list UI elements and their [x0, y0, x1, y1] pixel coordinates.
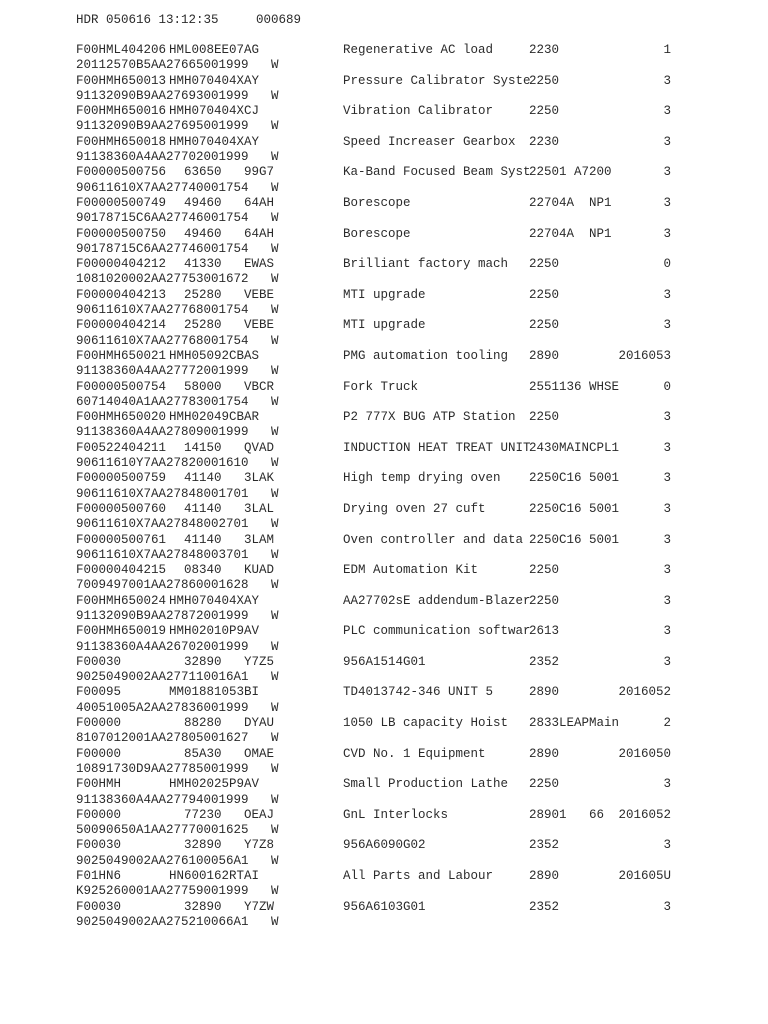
record-line-primary: [0, 685, 768, 700]
record-line-primary: [0, 288, 768, 303]
record-row: [0, 685, 768, 716]
record-code: 2250: [529, 410, 560, 425]
record-id: F00095: [76, 685, 122, 700]
record-line-primary: [0, 594, 768, 609]
record-serial: 90178715C6AA27746001754 W: [76, 241, 279, 256]
record-description: Oven controller and data: [343, 532, 524, 547]
record-row: [0, 471, 768, 502]
record-line-primary: [0, 227, 768, 242]
record-code: 2250C16 5001: [529, 471, 620, 486]
record-line-secondary: [0, 823, 768, 838]
record-line-secondary: [0, 915, 768, 930]
record-line-primary: [0, 869, 768, 884]
record-value: 3: [663, 73, 671, 88]
record-line-secondary: [0, 89, 768, 104]
record-value: 2016052: [618, 685, 671, 700]
record-reference: HMH070404XCJ: [169, 104, 260, 119]
record-row: [0, 74, 768, 105]
record-value: 3: [663, 134, 671, 149]
record-id: F00HML404206: [76, 43, 167, 57]
record-line-primary: [0, 471, 768, 486]
record-line-secondary: [0, 425, 768, 440]
record-description: Borescope: [343, 195, 411, 210]
record-serial: 90611610X7AA27740001754 W: [76, 180, 279, 195]
record-line-primary: [0, 655, 768, 670]
record-id: F00000500760: [76, 501, 167, 516]
record-row: [0, 502, 768, 533]
record-description: Vibration Calibrator: [343, 104, 494, 119]
record-list: [0, 43, 768, 930]
record-description: Borescope: [343, 226, 411, 241]
record-serial: 90611610Y7AA27820001610 W: [76, 456, 279, 471]
record-serial: 9025049002AA276100056A1 W: [76, 853, 279, 868]
record-description: TD4013742-346 UNIT 5: [343, 685, 494, 700]
record-line-secondary: [0, 548, 768, 563]
record-line-primary: [0, 104, 768, 119]
record-id: F00000500754: [76, 379, 167, 394]
record-line-secondary: [0, 364, 768, 379]
record-description: EDM Automation Kit: [343, 563, 479, 578]
record-description: Regenerative AC load: [343, 43, 494, 57]
record-reference: HMH070404XAY: [169, 73, 260, 88]
record-code: 22704A NP1: [529, 226, 612, 241]
record-serial: 1081020002AA27753001672 W: [76, 272, 279, 287]
record-line-secondary: [0, 242, 768, 257]
record-line-secondary: [0, 609, 768, 624]
record-code: 2352: [529, 838, 560, 853]
record-id: F00HMH650019: [76, 624, 167, 639]
record-code: 2250: [529, 257, 560, 272]
record-description: GnL Interlocks: [343, 807, 449, 822]
record-reference: 32890 Y7Z8: [169, 838, 275, 853]
record-row: [0, 227, 768, 258]
record-value: 3: [663, 624, 671, 639]
record-description: MTI upgrade: [343, 318, 426, 333]
record-line-primary: [0, 380, 768, 395]
record-serial: 8107012001AA27805001627 W: [76, 731, 279, 746]
record-code: 2833LEAPMain: [529, 716, 620, 731]
record-value: 3: [663, 287, 671, 302]
record-reference: 77230 OEAJ: [169, 807, 275, 822]
record-line-secondary: [0, 793, 768, 808]
record-code: 2250: [529, 104, 560, 119]
record-serial: 91132090B9AA27693001999 W: [76, 88, 279, 103]
record-description: 956A6103G01: [343, 899, 426, 914]
record-row: [0, 135, 768, 166]
record-description: Pressure Calibrator Syste: [343, 73, 531, 88]
record-id: F00000: [76, 716, 122, 731]
record-id: F01HN6: [76, 869, 122, 884]
record-id: F00000500750: [76, 226, 167, 241]
record-value: 3: [663, 501, 671, 516]
record-serial: 91138360A4AA27772001999 W: [76, 364, 279, 379]
record-reference: 14150 QVAD: [169, 440, 275, 455]
record-value: 3: [663, 563, 671, 578]
record-line-primary: [0, 747, 768, 762]
record-code: 22501 A7200: [529, 165, 612, 180]
record-line-secondary: [0, 517, 768, 532]
record-row: [0, 104, 768, 135]
record-reference: 41140 3LAL: [169, 501, 275, 516]
record-description: MTI upgrade: [343, 287, 426, 302]
record-code: 2230: [529, 43, 560, 57]
record-line-primary: [0, 43, 768, 58]
record-line-secondary: [0, 303, 768, 318]
record-value: 2016050: [618, 746, 671, 761]
record-row: [0, 869, 768, 900]
record-value: 1: [663, 43, 671, 57]
record-line-primary: [0, 257, 768, 272]
record-value: 3: [663, 318, 671, 333]
record-reference: HN600162RTAI: [169, 869, 260, 884]
record-description: High temp drying oven: [343, 471, 501, 486]
record-description: Small Production Lathe: [343, 777, 509, 792]
record-id: F00HMH650024: [76, 593, 167, 608]
record-id: F00030: [76, 838, 122, 853]
record-description: PLC communication softwar: [343, 624, 531, 639]
record-serial: 90611610X7AA27848001701 W: [76, 486, 279, 501]
record-line-primary: [0, 441, 768, 456]
record-row: [0, 318, 768, 349]
record-line-primary: [0, 900, 768, 915]
record-line-secondary: [0, 731, 768, 746]
record-line-primary: [0, 777, 768, 792]
record-description: All Parts and Labour: [343, 869, 494, 884]
record-value: 3: [663, 593, 671, 608]
record-reference: 85A30 OMAE: [169, 746, 275, 761]
record-value: 3: [663, 226, 671, 241]
record-serial: 90611610X7AA27768001754 W: [76, 333, 279, 348]
record-serial: 90611610X7AA27848002701 W: [76, 517, 279, 532]
record-value: 2: [663, 716, 671, 731]
record-line-primary: [0, 196, 768, 211]
record-row: [0, 594, 768, 625]
record-line-secondary: [0, 578, 768, 593]
record-line-secondary: [0, 701, 768, 716]
record-description: Speed Increaser Gearbox: [343, 134, 516, 149]
record-row: [0, 900, 768, 931]
record-reference: 41330 EWAS: [169, 257, 275, 272]
record-serial: 91138360A4AA27702001999 W: [76, 150, 279, 165]
record-reference: MM01881053BI: [169, 685, 260, 700]
record-reference: HMH02010P9AV: [169, 624, 260, 639]
record-id: F00000500756: [76, 165, 167, 180]
record-description: INDUCTION HEAT TREAT UNIT: [343, 440, 531, 455]
record-value: 3: [663, 532, 671, 547]
record-code: 2890: [529, 746, 560, 761]
record-row: [0, 655, 768, 686]
record-row: [0, 563, 768, 594]
record-code: 2250: [529, 287, 560, 302]
record-reference: 41140 3LAM: [169, 532, 275, 547]
record-serial: 91132090B9AA27872001999 W: [76, 608, 279, 623]
record-line-primary: [0, 165, 768, 180]
record-serial: 9025049002AA277110016A1 W: [76, 670, 279, 685]
record-code: 22704A NP1: [529, 195, 612, 210]
record-description: AA27702sE addendum-Blazer: [343, 593, 531, 608]
record-line-secondary: [0, 456, 768, 471]
record-reference: HMH02025P9AV: [169, 777, 260, 792]
record-description: Drying oven 27 cuft: [343, 501, 486, 516]
record-reference: 63650 99G7: [169, 165, 275, 180]
record-line-secondary: [0, 395, 768, 410]
record-line-primary: [0, 410, 768, 425]
record-row: [0, 716, 768, 747]
record-code: 2890: [529, 869, 560, 884]
record-row: [0, 196, 768, 227]
record-serial: 9025049002AA275210066A1 W: [76, 914, 279, 929]
record-id: F00HMH650016: [76, 104, 167, 119]
record-value: 3: [663, 838, 671, 853]
record-reference: 08340 KUAD: [169, 563, 275, 578]
record-line-primary: [0, 74, 768, 89]
record-line-secondary: [0, 181, 768, 196]
record-serial: 90611610X7AA27768001754 W: [76, 303, 279, 318]
record-line-primary: [0, 838, 768, 853]
record-id: F00000404213: [76, 287, 167, 302]
record-reference: HMH070404XAY: [169, 593, 260, 608]
record-description: CVD No. 1 Equipment: [343, 746, 486, 761]
record-code: 2250: [529, 318, 560, 333]
record-value: 3: [663, 654, 671, 669]
record-description: 1050 LB capacity Hoist: [343, 716, 509, 731]
record-reference: 32890 Y7Z5: [169, 654, 275, 669]
record-description: P2 777X BUG ATP Station: [343, 410, 516, 425]
record-id: F00HMH650021: [76, 348, 167, 363]
record-code: 2230: [529, 134, 560, 149]
record-code: 2613: [529, 624, 560, 639]
record-serial: 60714040A1AA27783001754 W: [76, 394, 279, 409]
record-row: [0, 165, 768, 196]
record-serial: 90611610X7AA27848003701 W: [76, 547, 279, 562]
record-line-primary: [0, 349, 768, 364]
record-code: 2250C16 5001: [529, 501, 620, 516]
record-serial: 91138360A4AA26702001999 W: [76, 639, 279, 654]
record-row: [0, 808, 768, 839]
record-description: Fork Truck: [343, 379, 419, 394]
record-id: F00000404214: [76, 318, 167, 333]
record-row: [0, 624, 768, 655]
record-id: F00522404211: [76, 440, 167, 455]
record-row: [0, 410, 768, 441]
record-row: [0, 777, 768, 808]
record-value: 3: [663, 777, 671, 792]
record-line-primary: [0, 716, 768, 731]
record-code: 2250: [529, 73, 560, 88]
record-code: 2250: [529, 593, 560, 608]
record-serial: 50090650A1AA27770001625 W: [76, 823, 279, 838]
record-value: 3: [663, 471, 671, 486]
record-description: Brilliant factory mach: [343, 257, 509, 272]
record-value: 0: [663, 257, 671, 272]
record-serial: 91138360A4AA27794001999 W: [76, 792, 279, 807]
record-value: 201605U: [618, 869, 671, 884]
record-reference: 49460 64AH: [169, 195, 275, 210]
record-reference: HMH05092CBAS: [169, 348, 260, 363]
record-code: 2250: [529, 563, 560, 578]
record-line-primary: [0, 533, 768, 548]
record-serial: 20112570B5AA27665001999 W: [76, 58, 279, 73]
record-line-secondary: [0, 640, 768, 655]
record-line-primary: [0, 563, 768, 578]
record-code: 28901 66: [529, 807, 605, 822]
record-line-secondary: [0, 487, 768, 502]
record-row: [0, 257, 768, 288]
record-line-primary: [0, 624, 768, 639]
record-serial: 10891730D9AA27785001999 W: [76, 761, 279, 776]
record-code: 2551136 WHSE: [529, 379, 620, 394]
record-reference: 88280 DYAU: [169, 716, 275, 731]
record-line-primary: [0, 318, 768, 333]
report-header: HDR 050616 13:12:35 000689: [76, 13, 302, 27]
record-description: 956A1514G01: [343, 654, 426, 669]
record-value: 3: [663, 165, 671, 180]
record-row: [0, 533, 768, 564]
record-value: 3: [663, 410, 671, 425]
record-serial: 90178715C6AA27746001754 W: [76, 211, 279, 226]
record-serial: 7009497001AA27860001628 W: [76, 578, 279, 593]
record-code: 2250C16 5001: [529, 532, 620, 547]
record-line-secondary: [0, 334, 768, 349]
record-id: F00000: [76, 746, 122, 761]
record-serial: K925260001AA27759001999 W: [76, 884, 279, 899]
record-id: F00HMH650013: [76, 73, 167, 88]
record-id: F00000: [76, 807, 122, 822]
record-value: 3: [663, 195, 671, 210]
record-id: F00030: [76, 899, 122, 914]
record-row: [0, 838, 768, 869]
record-line-secondary: [0, 211, 768, 226]
record-reference: 32890 Y7ZW: [169, 899, 275, 914]
record-serial: 40051005A2AA27836001999 W: [76, 700, 279, 715]
record-value: 3: [663, 104, 671, 119]
record-value: 0: [663, 379, 671, 394]
record-description: 956A6090G02: [343, 838, 426, 853]
record-row: [0, 288, 768, 319]
record-row: [0, 380, 768, 411]
record-description: Ka-Band Focused Beam Syst: [343, 165, 531, 180]
record-id: F00000500749: [76, 195, 167, 210]
record-id: F00HMH650020: [76, 410, 167, 425]
record-id: F00030: [76, 654, 122, 669]
record-value: 2016053: [618, 348, 671, 363]
record-serial: 91132090B9AA27695001999 W: [76, 119, 279, 134]
record-reference: 25280 VEBE: [169, 287, 275, 302]
record-line-primary: [0, 808, 768, 823]
record-code: 2890: [529, 348, 560, 363]
record-code: 2352: [529, 654, 560, 669]
record-line-secondary: [0, 762, 768, 777]
record-value: 3: [663, 440, 671, 455]
record-reference: 41140 3LAK: [169, 471, 275, 486]
record-code: 2250: [529, 777, 560, 792]
record-code: 2890: [529, 685, 560, 700]
record-line-secondary: [0, 272, 768, 287]
record-line-secondary: [0, 119, 768, 134]
record-description: PMG automation tooling: [343, 348, 509, 363]
record-serial: 91138360A4AA27809001999 W: [76, 425, 279, 440]
record-code: 2430MAINCPL1: [529, 440, 620, 455]
record-line-secondary: [0, 854, 768, 869]
record-id: F00HMH650018: [76, 134, 167, 149]
record-reference: HMH02049CBAR: [169, 410, 260, 425]
record-reference: HMH070404XAY: [169, 134, 260, 149]
record-id: F00000500761: [76, 532, 167, 547]
record-id: F00000500759: [76, 471, 167, 486]
record-id: F00HMH: [76, 777, 122, 792]
record-reference: 49460 64AH: [169, 226, 275, 241]
record-line-secondary: [0, 58, 768, 73]
record-line-secondary: [0, 884, 768, 899]
record-line-primary: [0, 135, 768, 150]
record-reference: 58000 VBCR: [169, 379, 275, 394]
record-row: [0, 747, 768, 778]
record-value: 3: [663, 899, 671, 914]
record-line-secondary: [0, 670, 768, 685]
record-id: F00000404215: [76, 563, 167, 578]
record-row: [0, 349, 768, 380]
record-reference: HML008EE07AG: [169, 43, 260, 57]
record-value: 2016052: [618, 807, 671, 822]
record-reference: 25280 VEBE: [169, 318, 275, 333]
record-line-secondary: [0, 150, 768, 165]
record-row: [0, 43, 768, 74]
record-id: F00000404212: [76, 257, 167, 272]
record-row: [0, 441, 768, 472]
record-line-primary: [0, 502, 768, 517]
record-code: 2352: [529, 899, 560, 914]
